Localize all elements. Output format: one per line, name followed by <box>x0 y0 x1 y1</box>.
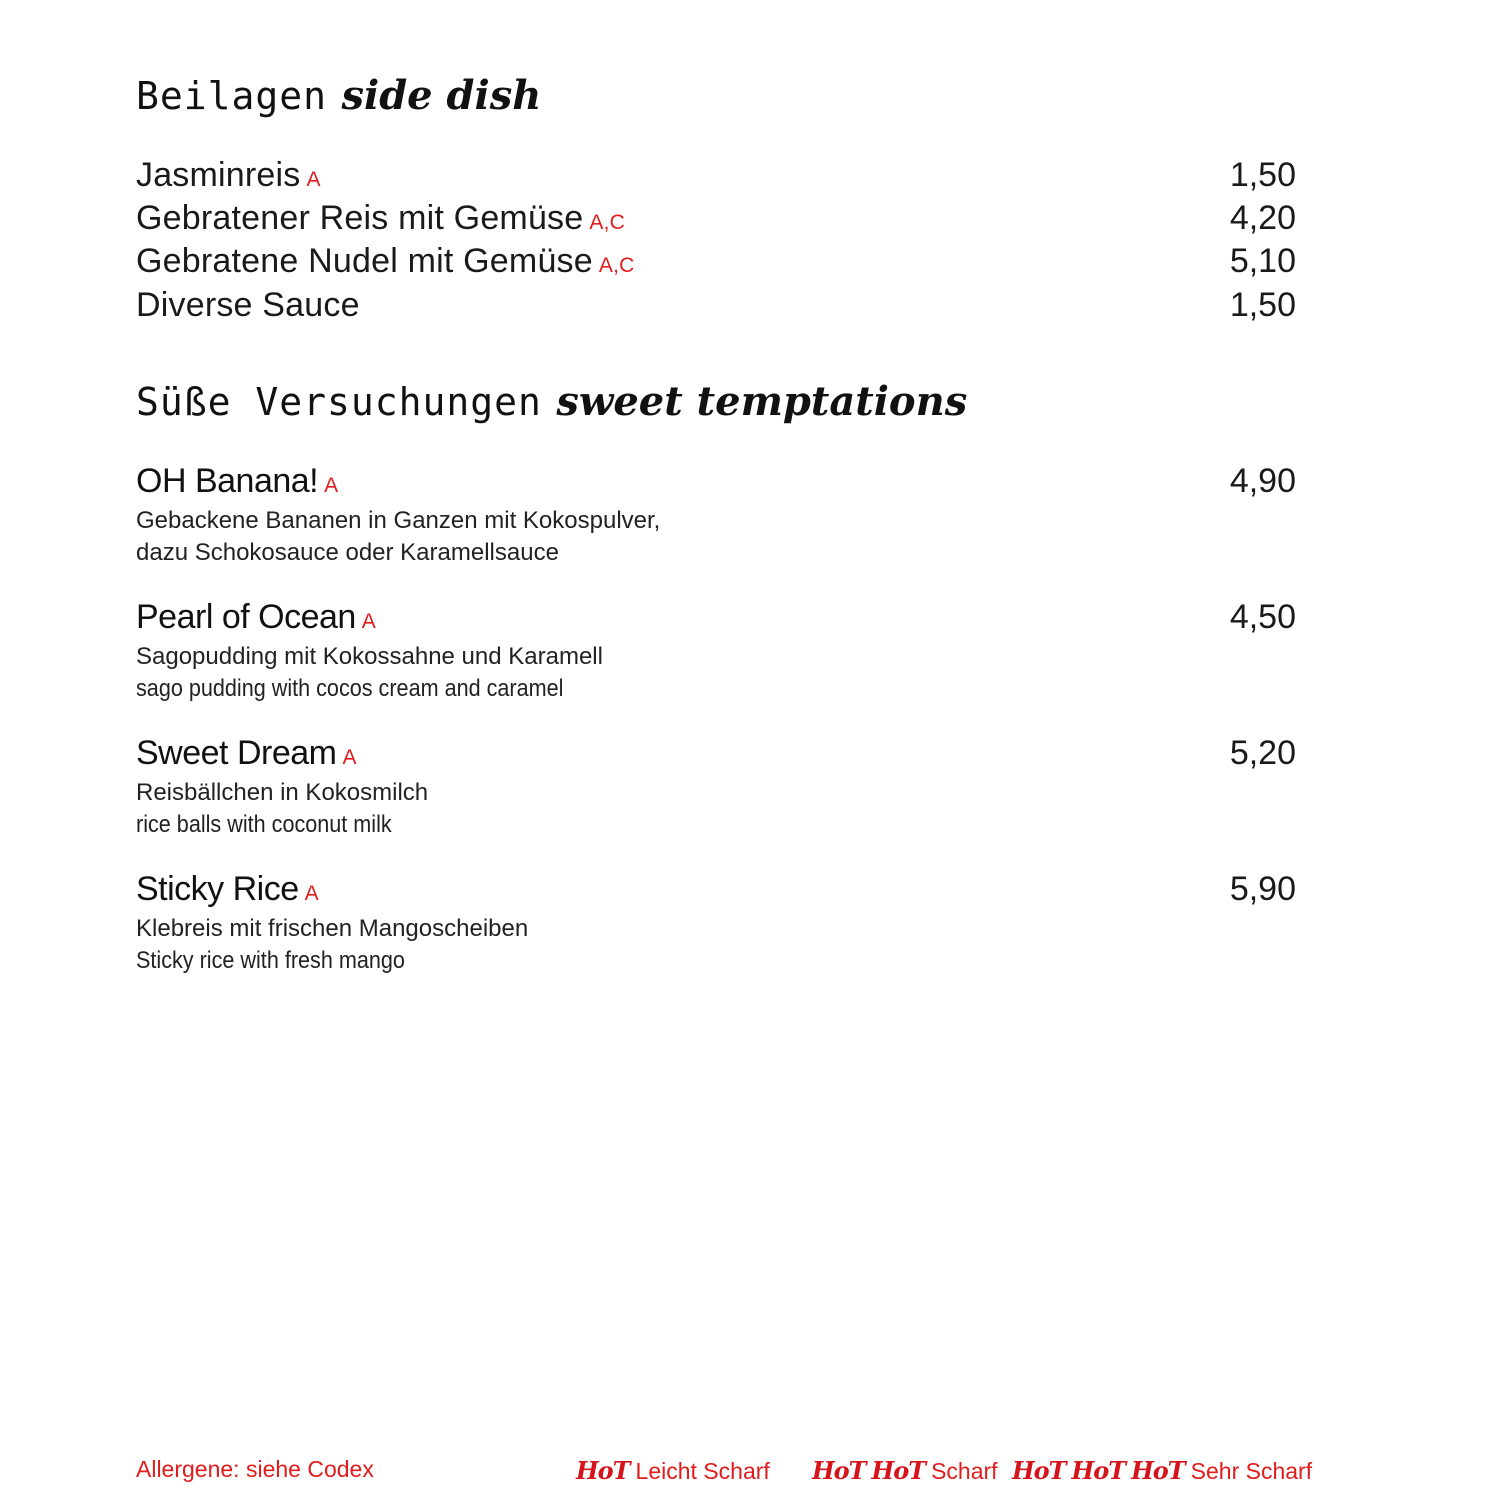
heading-english: sweet temptations <box>556 378 968 425</box>
dessert-item <box>136 870 1296 980</box>
item-name: Jasminreis A <box>136 156 321 194</box>
dessert-price: 4,90 <box>1229 462 1296 500</box>
chili-hot-icon: HoT <box>1012 1456 1066 1485</box>
allergen-code: A,C <box>589 211 625 234</box>
allergen-code: A <box>324 474 338 497</box>
dessert-price: 4,50 <box>1229 598 1296 636</box>
chili-hot-icon: HoT <box>871 1456 926 1485</box>
side-item <box>136 286 1296 330</box>
dessert-description-de: Reisbällchen in Kokosmilch <box>136 779 429 806</box>
dessert-description-de: Sagopudding mit Kokossahne und Karamell <box>136 643 603 670</box>
dessert-description-en: Sticky rice with fresh mango <box>136 947 405 974</box>
spice-label: Sehr Scharf <box>1190 1458 1313 1484</box>
dessert-name: OH Banana! A <box>136 462 338 500</box>
section-heading-desserts <box>136 378 967 425</box>
heading-german: Beilagen <box>136 74 328 118</box>
item-name: Diverse Sauce <box>136 286 360 324</box>
side-item <box>136 242 1296 286</box>
allergen-code: A,C <box>598 254 635 277</box>
dessert-item <box>136 598 1296 708</box>
section-heading-sides <box>136 72 541 119</box>
spice-label: Scharf <box>931 1458 998 1484</box>
dessert-name: Sweet Dream A <box>136 734 356 772</box>
heading-german: Süße Versuchungen <box>136 380 542 424</box>
allergen-code: A <box>306 168 321 191</box>
allergen-code: A <box>361 610 376 633</box>
allergen-code: A <box>342 746 356 769</box>
item-price: 4,20 <box>1229 199 1296 237</box>
dessert-name: Pearl of Ocean A <box>136 598 376 636</box>
dessert-description-en: sago pudding with cocos cream and caramel <box>136 675 564 702</box>
dessert-name: Sticky Rice A <box>136 870 319 908</box>
dessert-item <box>136 734 1296 844</box>
spice-legend-mild <box>576 1456 770 1490</box>
dessert-price: 5,20 <box>1229 734 1296 772</box>
allergen-note: Allergene: siehe Codex <box>136 1456 374 1482</box>
spice-legend-medium <box>812 1456 998 1490</box>
item-name: Gebratene Nudel mit Gemüse A,C <box>136 242 635 280</box>
heading-english: side dish <box>341 72 542 119</box>
chili-hot-icon: HoT <box>1071 1456 1126 1485</box>
side-item <box>136 156 1296 200</box>
dessert-price: 5,90 <box>1229 870 1296 908</box>
dessert-item <box>136 462 1296 572</box>
item-name: Gebratener Reis mit Gemüse A,C <box>136 199 625 237</box>
dessert-description-de: Klebreis mit frischen Mangoscheiben <box>136 915 529 942</box>
item-price: 1,50 <box>1229 156 1296 194</box>
allergen-code: A <box>304 882 319 905</box>
chili-hot-icon: HoT <box>576 1456 630 1485</box>
chili-hot-icon: HoT <box>812 1456 866 1485</box>
item-price: 1,50 <box>1229 286 1296 324</box>
dessert-description: dazu Schokosauce oder Karamellsauce <box>136 539 559 566</box>
side-item <box>136 199 1296 243</box>
dessert-description-en: rice balls with coconut milk <box>136 811 392 838</box>
chili-hot-icon: HoT <box>1131 1456 1185 1485</box>
spice-label: Leicht Scharf <box>635 1458 770 1484</box>
spice-legend-hot <box>1012 1456 1312 1490</box>
item-price: 5,10 <box>1229 242 1296 280</box>
dessert-description: Gebackene Bananen in Ganzen mit Kokospulver, <box>136 507 661 534</box>
